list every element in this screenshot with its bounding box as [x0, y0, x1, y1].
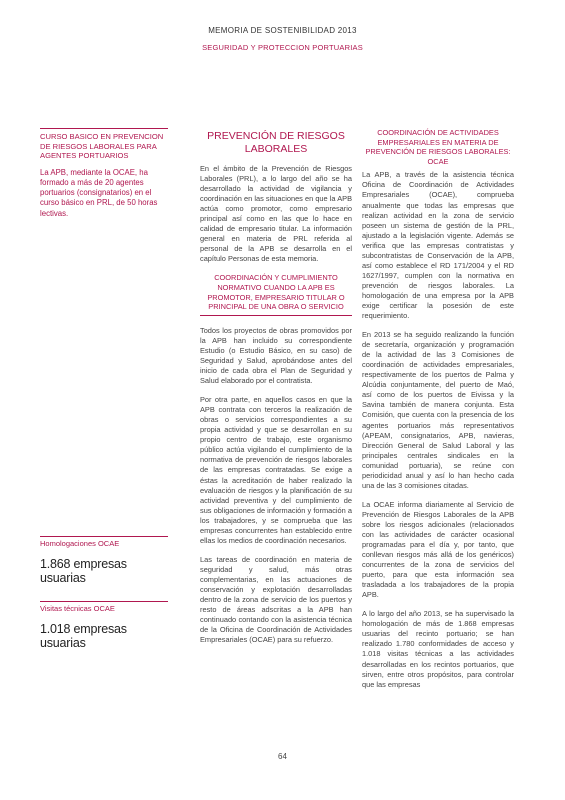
stat-value: 1.868 empresas usuarias	[40, 557, 127, 585]
sidebar-box-title: CURSO BASICO EN PREVENCION DE RIESGOS LABORALES PARA AGENTES PORTUARIOS	[40, 132, 164, 160]
paragraph: En 2013 se ha seguido realizando la función de secretaría, organización y programación de la actividad de las 3 Comisiones de coordinación de actividades empresariales, respectivamente de los puertos de Palma y Alcúdia conjuntamente, del puerto de Maó, así como de los puertos de Eivissa y la Savina también de manera conjunta. Esta Comisión, que cuenta con la presencia de los agentes portuarios más representativos (APEAM, consignatarios, APB, navieras, Dirección General de Salud Laboral y las principales centrales sindicales en la comunidad portuaria), se reúne con periodicidad anual y así lo han hecho cada una de las 3 comisiones citadas.	[362, 330, 514, 490]
stat-label: Homologaciones OCAE	[40, 539, 120, 548]
column-heading: COORDINACIÓN DE ACTIVIDADES EMPRESARIALES EN MATERIA DE PREVENCIÓN DE RIESGOS LABORALES: OCAE	[365, 128, 511, 166]
stat-visitas-tecnicas	[40, 601, 168, 650]
section-title: SEGURIDAD Y PROTECCION PORTUARIAS	[202, 43, 363, 52]
stat-label: Visitas técnicas OCAE	[40, 604, 115, 613]
sidebar-highlight-box	[40, 128, 168, 219]
text-column-right	[362, 128, 514, 699]
paragraph: Todos los proyectos de obras promovidos por la APB han incluido su correspondiente Estudio (o Estudio Básico, en su caso) de Seguridad y Salud, aprobándose antes del inicio de cada obra el Plan de Seguridad y Salud elaborado por el contratista.	[200, 325, 352, 386]
paragraph: La APB, a través de la asistencia técnica Oficina de Coordinación de Actividades Empresariales (OCAE), comprueba anualmente que todas las empresas que realizan actividad en la zona de servicio poseen un sistema de gestión de la PRL, ajustado a la legislación vigente. Además se verifica que las empresas contratistas y subcontratistas de Conservación de la APB, así como establece el RD 171/2004 y el RD 1627/1997, cumplen con la normativa en prevención de riesgos laborales. La homologación de una empresa por la APB exige certificar la posesión de este requerimiento.	[362, 170, 514, 321]
page-number: 64	[278, 752, 287, 761]
paragraph: En el ámbito de la Prevención de Riesgos Laborales (PRL), a lo largo del año se ha desarrollado la actividad de vigilancia y coordinación en las situaciones en que la APB actúa como promotor, como empresario principal así como en las que lo hace en calidad de empresario titular. La información general en materia de PRL referida al personal de la APB se desarrolla en el capítulo Personas de esta memoria.	[200, 164, 352, 264]
document-header-title: MEMORIA DE SOSTENIBILIDAD 2013	[208, 26, 357, 35]
column-heading: PREVENCIÓN DE RIESGOS LABORALES	[207, 130, 345, 155]
paragraph: A lo largo del año 2013, se ha supervisado la homologación de más de 1.868 empresas usuarias del recinto portuario; se han realizado 1.780 conformidades de acceso y 1.018 visitas técnicas a las actividades desarrolladas en los recintos portuarios, que sirven, entre otros propósitos, para controlar que las empresas	[362, 609, 514, 689]
paragraph: Las tareas de coordinación en materia de seguridad y salud, más otras complementarias, en las actuaciones de conservación y explotación desarrolladas dentro de la zona de servicio de los puertos y resto de áreas adscritas a la APB han continuado contando con la asistencia técnica de la Oficina de Coordinación de Actividades Empresariales (OCAE) para su refuerzo.	[200, 554, 352, 645]
subheading-box	[200, 273, 352, 315]
stat-homologaciones	[40, 536, 168, 585]
paragraph: La OCAE informa diariamente al Servicio de Prevención de Riesgos Laborales de la APB sobre los riesgos adicionales (relacionados con las actividades de carácter ocasional programadas para el día y, por tanto, que conllevan riesgos más allá de los genéricos) concurrentes de la zona de servicios del puerto, para que esta información sea trasladada a los trabajadores de la propia APB.	[362, 499, 514, 600]
text-column-left	[200, 128, 352, 654]
stat-value: 1.018 empresas usuarias	[40, 622, 127, 650]
subheading: COORDINACIÓN Y CUMPLIMIENTO NORMATIVO CUANDO LA APB ES PROMOTOR, EMPRESARIO TITULAR O PRINCIPAL DE UNA OBRA O SERVICIO	[207, 273, 345, 312]
paragraph: Por otra parte, en aquellos casos en que la APB contrata con terceros la realización de obras o servicios correspondientes a su propia actividad y que se desarrollan en su propio centro de trabajo, este organismo público actúa vigilando el cumplimiento de la normativa de prevención de riesgos laborales de las empresas contratadas. Se exige a éstas la acreditación de haber realizado la evaluación de riesgos y la planificación de su actividad preventiva y del cumplimiento de sus obligaciones de información y formación a los trabajadores, y se comprueba que las empresas concurrentes han establecido entre ellas los medios de coordinación necesarios.	[200, 395, 352, 545]
sidebar-box-body: La APB, mediante la OCAE, ha formado a más de 20 agentes portuarios (consignatarios) en el curso básico en PRL, de 50 horas lectivas.	[40, 167, 158, 218]
